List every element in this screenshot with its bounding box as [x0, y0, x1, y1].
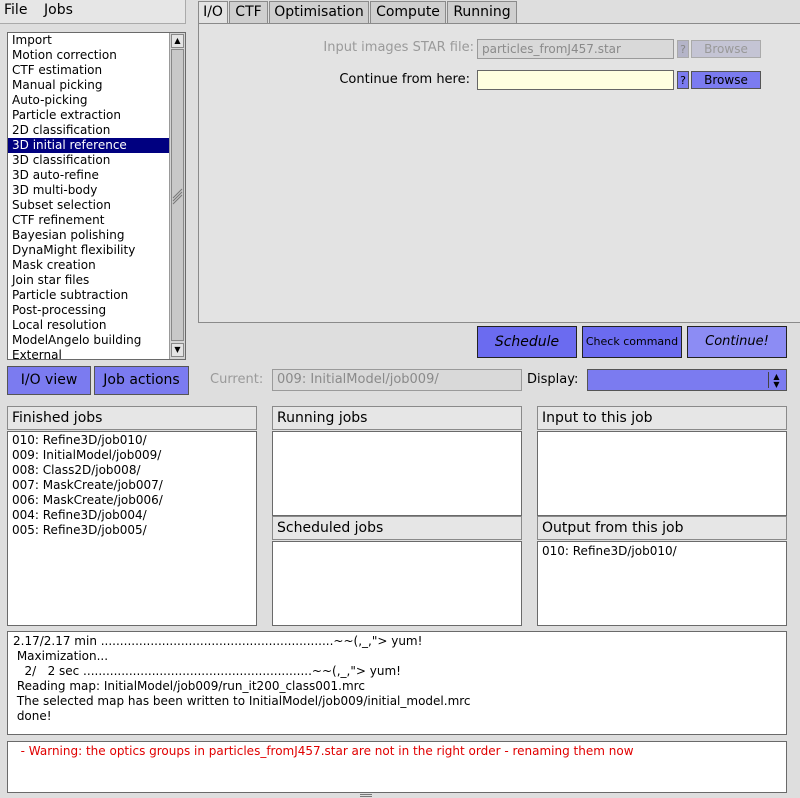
grip-icon [172, 186, 183, 206]
finished-job-item[interactable]: 010: Refine3D/job010/ [12, 433, 147, 447]
tab-ctf[interactable]: CTF [229, 1, 268, 23]
menu-file[interactable]: File [4, 2, 28, 18]
display-dropdown[interactable] [587, 369, 787, 391]
continue-browse-button[interactable]: Browse [691, 71, 761, 89]
io-view-button[interactable]: I/O view [7, 366, 91, 395]
scroll-up-icon[interactable]: ▲ [171, 34, 184, 48]
job-type-item[interactable]: CTF refinement [12, 213, 105, 227]
display-label: Display: [527, 372, 579, 387]
finished-jobs-list[interactable] [7, 431, 257, 626]
continue-field[interactable] [477, 70, 674, 90]
job-type-item[interactable]: 3D multi-body [12, 183, 98, 197]
check-command-button[interactable]: Check command [582, 326, 682, 358]
stdout-line: The selected map has been written to InitialModel/job009/initial_model.mrc [13, 694, 471, 708]
finished-job-item[interactable]: 006: MaskCreate/job006/ [12, 493, 163, 507]
stdout-line: done! [13, 709, 52, 723]
scroll-thumb[interactable] [171, 49, 184, 341]
continue-label: Continue from here: [339, 72, 470, 87]
job-type-item[interactable]: Subset selection [12, 198, 111, 212]
job-type-item[interactable]: CTF estimation [12, 63, 103, 77]
stdout-line: Maximization... [13, 649, 109, 663]
stderr-log [7, 741, 787, 793]
job-type-item[interactable]: Particle extraction [12, 108, 122, 122]
continue-help-button[interactable]: ? [677, 71, 689, 89]
finished-job-item[interactable]: 004: Refine3D/job004/ [12, 508, 147, 522]
finished-job-item[interactable]: 005: Refine3D/job005/ [12, 523, 147, 537]
finished-jobs-title: Finished jobs [7, 406, 257, 430]
job-type-item[interactable]: 2D classification [12, 123, 111, 137]
output-from-job-title: Output from this job [537, 516, 787, 540]
tab-optimisation[interactable]: Optimisation [269, 1, 369, 23]
output-job-item[interactable]: 010: Refine3D/job010/ [542, 544, 677, 558]
output-from-job-list[interactable] [537, 541, 787, 626]
job-type-item[interactable]: Local resolution [12, 318, 107, 332]
job-type-item[interactable]: Import [12, 33, 52, 47]
tab-compute[interactable]: Compute [370, 1, 446, 23]
stderr-line: - Warning: the optics groups in particles_fromJ457.star are not in the right order - renaming them now [13, 744, 634, 758]
input-images-field[interactable]: particles_fromJ457.star [477, 39, 674, 59]
job-type-item[interactable]: 3D initial reference [8, 138, 170, 153]
menu-jobs[interactable]: Jobs [44, 2, 73, 18]
input-to-job-list[interactable] [537, 431, 787, 516]
input-browse-button[interactable]: Browse [691, 40, 761, 58]
current-label: Current: [210, 372, 264, 387]
job-type-item[interactable]: Join star files [12, 273, 90, 287]
input-help-button[interactable]: ? [677, 40, 689, 58]
dropdown-arrows-icon: ▲ ▼ [768, 372, 784, 388]
job-type-item[interactable]: Manual picking [12, 78, 103, 92]
running-jobs-title: Running jobs [272, 406, 522, 430]
schedule-button[interactable]: Schedule [477, 326, 577, 358]
stdout-line: 2.17/2.17 min .............................................................~~(,_,"> yum! [13, 634, 423, 648]
job-type-item[interactable]: 3D classification [12, 153, 111, 167]
job-type-list[interactable] [7, 32, 186, 360]
scroll-down-icon[interactable]: ▼ [171, 343, 184, 357]
stdout-log [7, 631, 787, 735]
job-type-item[interactable]: Mask creation [12, 258, 96, 272]
input-to-job-title: Input to this job [537, 406, 787, 430]
job-type-item[interactable]: 3D auto-refine [12, 168, 99, 182]
continue-button[interactable]: Continue! [687, 326, 787, 358]
job-type-item[interactable]: Particle subtraction [12, 288, 129, 302]
job-type-item[interactable]: Auto-picking [12, 93, 88, 107]
tab-io[interactable]: I/O [198, 1, 228, 25]
job-type-item[interactable]: External [12, 348, 62, 360]
io-tab-panel [198, 23, 800, 323]
stdout-line: 2/ 2 sec ............................................................~~(,_,"> yum! [13, 664, 401, 678]
job-type-item[interactable]: Post-processing [12, 303, 107, 317]
tab-running[interactable]: Running [447, 1, 517, 23]
job-actions-button[interactable]: Job actions [94, 366, 189, 395]
resize-grip-icon[interactable] [360, 794, 372, 797]
scheduled-jobs-list[interactable] [272, 541, 522, 626]
job-type-item[interactable]: Motion correction [12, 48, 117, 62]
menu-bar [0, 0, 186, 24]
job-type-item[interactable]: Bayesian polishing [12, 228, 125, 242]
scheduled-jobs-title: Scheduled jobs [272, 516, 522, 540]
stdout-line: Reading map: InitialModel/job009/run_it200_class001.mrc [13, 679, 365, 693]
finished-job-item[interactable]: 007: MaskCreate/job007/ [12, 478, 163, 492]
finished-job-item[interactable]: 009: InitialModel/job009/ [12, 448, 162, 462]
job-type-item[interactable]: DynaMight flexibility [12, 243, 136, 257]
job-type-item[interactable]: ModelAngelo building [12, 333, 142, 347]
running-jobs-list[interactable] [272, 431, 522, 516]
input-images-label: Input images STAR file: [323, 40, 474, 55]
current-job-field[interactable]: 009: InitialModel/job009/ [272, 369, 522, 391]
finished-job-item[interactable]: 008: Class2D/job008/ [12, 463, 141, 477]
